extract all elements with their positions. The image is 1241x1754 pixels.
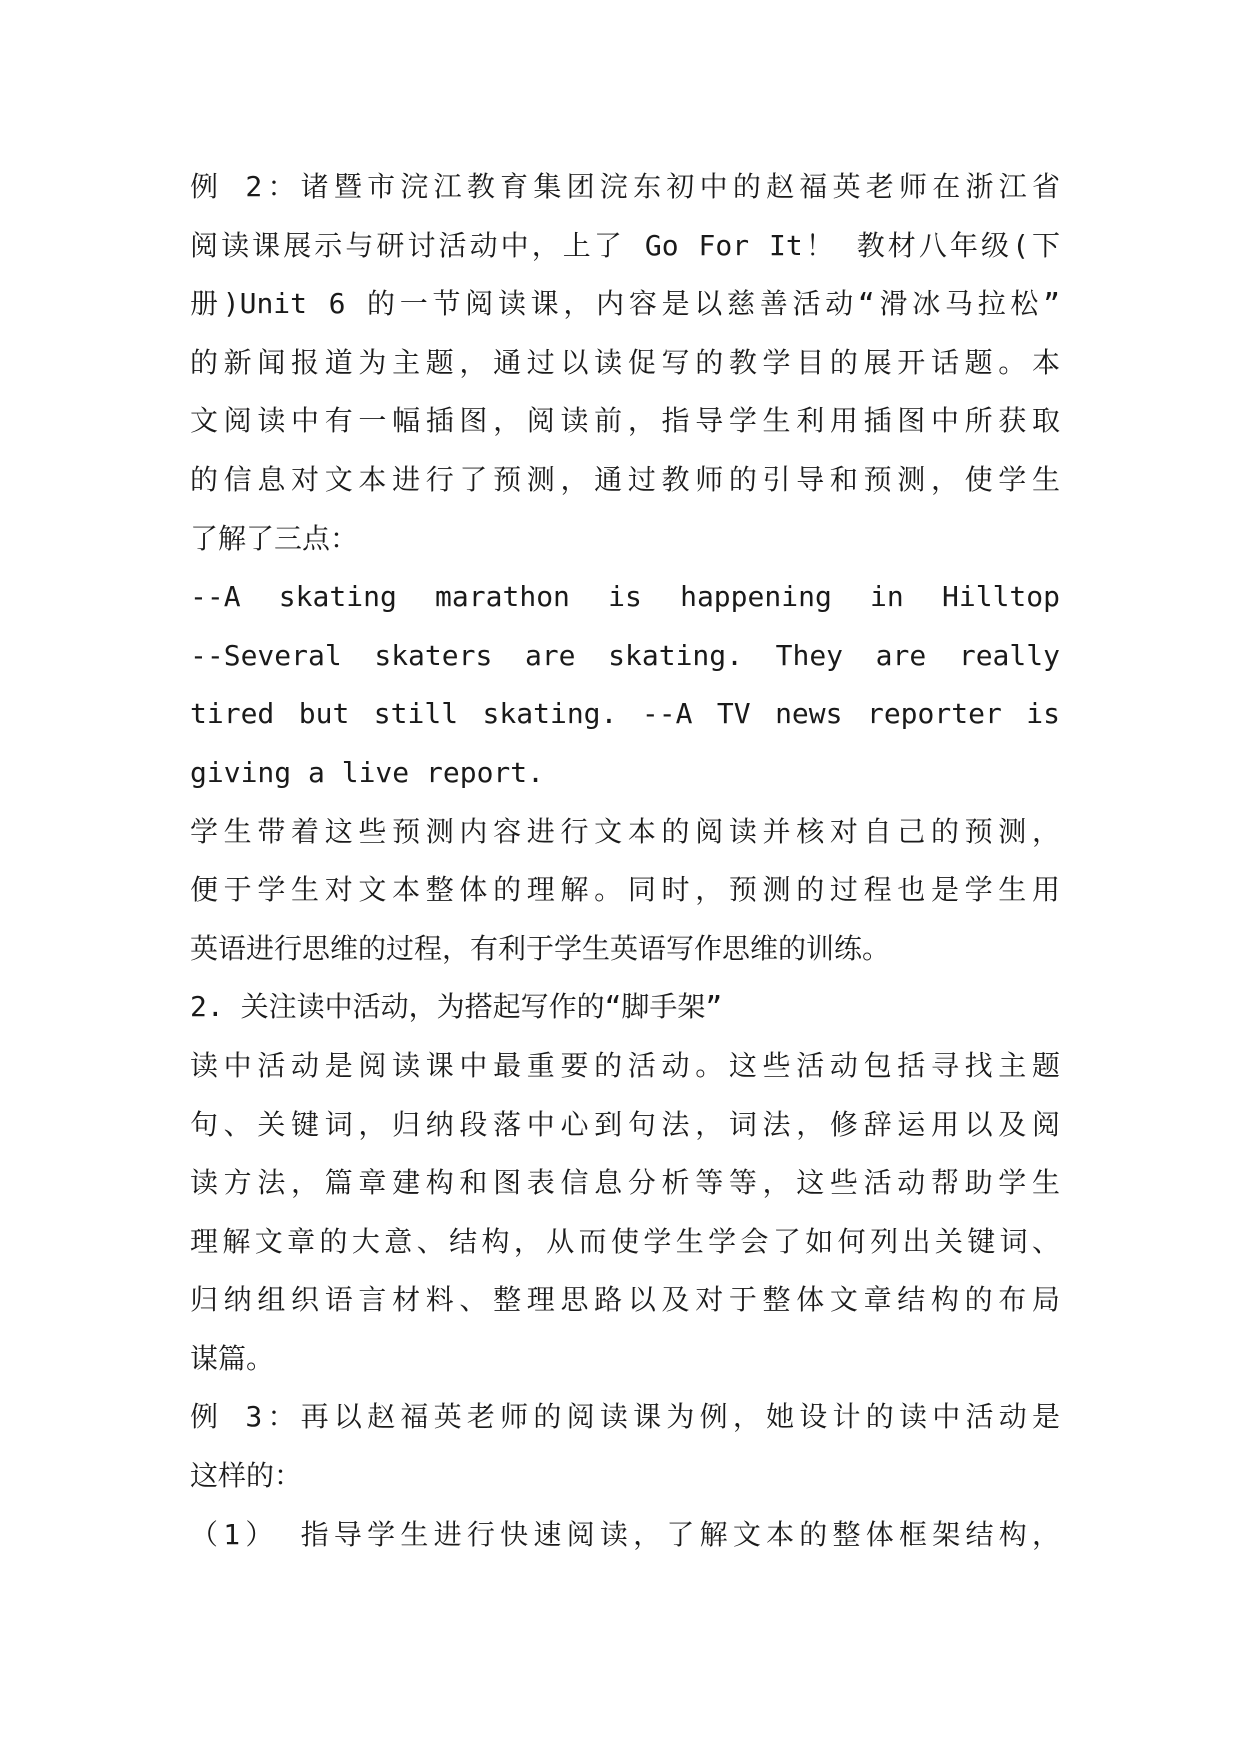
text-line: 例 2：诸暨市浣江教育集团浣东初中的赵福英老师在浙江省 (190, 170, 1060, 203)
text-line: 归纳组织语言材料、整理思路以及对于整体文章结构的布局 (190, 1283, 1060, 1317)
section-heading: 2. 关注读中活动，为搭起写作的“脚手架” (190, 990, 723, 1024)
list-item: （1） 指导学生进行快速阅读，了解文本的整体框架结构， (190, 1517, 1060, 1551)
document-body (190, 158, 1060, 1564)
text-line: 这样的： (190, 1459, 303, 1493)
text-line: 例 3：再以赵福英老师的阅读课为例，她设计的读中活动是 (190, 1400, 1060, 1434)
text-line: tired but still skating. --A TV news reporter is (190, 697, 1060, 731)
text-line: 理解文章的大意、结构，从而使学生学会了如何列出关键词、 (190, 1224, 1060, 1258)
text-line: giving a live report. (190, 755, 545, 789)
text-line: 册)Unit 6 的一节阅读课，内容是以慈善活动“滑冰马拉松” (190, 287, 1060, 321)
text-line: 谋篇。 (190, 1341, 275, 1375)
text-line: 阅读课展示与研讨活动中，上了 Go For It！ 教材八年级(下 (190, 228, 1060, 262)
text-line: 的新闻报道为主题，通过以读促写的教学目的展开话题。本 (190, 345, 1060, 379)
text-line: 读中活动是阅读课中最重要的活动。这些活动包括寻找主题 (190, 1048, 1060, 1082)
text-line: 读方法，篇章建构和图表信息分析等等，这些活动帮助学生 (190, 1166, 1060, 1200)
text-line: 英语进行思维的过程，有利于学生英语写作思维的训练。 (190, 931, 891, 965)
text-line: --A skating marathon is happening in Hilltop (190, 580, 1060, 614)
text-line: 学生带着这些预测内容进行文本的阅读并核对自己的预测， (190, 814, 1060, 848)
text-line: 的信息对文本进行了预测，通过教师的引导和预测，使学生 (190, 462, 1060, 496)
text-line: 句、关键词，归纳段落中心到句法，词法，修辞运用以及阅 (190, 1107, 1060, 1141)
text-line: 文阅读中有一幅插图，阅读前，指导学生利用插图中所获取 (190, 404, 1060, 438)
text-line: 便于学生对文本整体的理解。同时，预测的过程也是学生用 (190, 873, 1060, 907)
text-line: --Several skaters are skating. They are really (190, 638, 1060, 672)
text-line: 了解了三点： (190, 521, 359, 555)
